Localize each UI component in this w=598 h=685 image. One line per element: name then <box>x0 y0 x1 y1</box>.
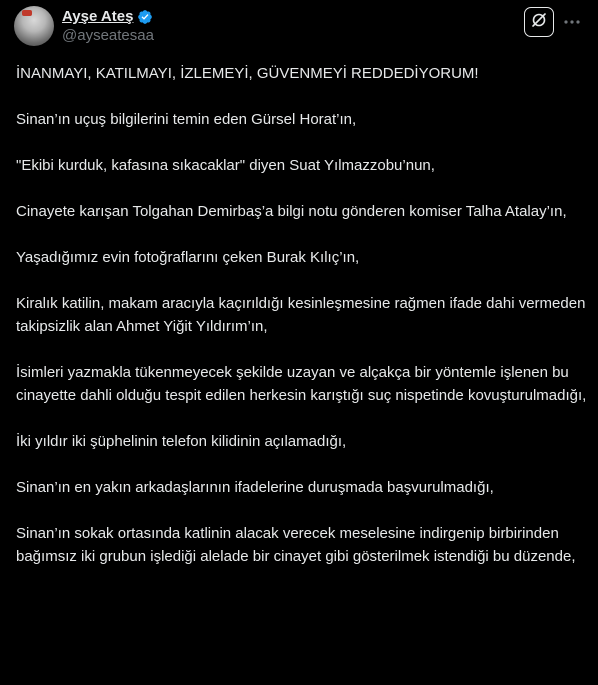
tweet-paragraph: İsimleri yazmakla tükenmeyecek şekilde uzayan ve alçakça bir yöntemle işlenen bu cinayette dahli olduğu tespit edilen herkesin karıştığı suç nispetinde kovuşturulmadığı, <box>16 364 587 404</box>
tweet-paragraph: Kiralık katilin, makam aracıyla kaçırıldığı kesinleşmesine rağmen ifade dahi vermeden takipsizlik alan Ahmet Yiğit Yıldırım’ın, <box>16 295 590 335</box>
more-dots-icon <box>563 12 581 30</box>
tweet-header <box>14 6 154 46</box>
tweet-paragraph: "Ekibi kurduk, kafasına sıkacaklar" diyen Suat Yılmazzobu’nun, <box>16 157 435 174</box>
more-options-button[interactable] <box>562 11 582 31</box>
tweet-paragraph: İNANMAYI, KATILMAYI, İZLEMEYİ, GÜVENMEYİ REDDEDİYORUM! <box>16 65 479 82</box>
tweet-text <box>16 62 588 591</box>
grok-icon <box>530 11 548 34</box>
tweet-paragraph: Cinayete karışan Tolgahan Demirbaş’a bilgi notu gönderen komiser Talha Atalay’ın, <box>16 203 567 220</box>
tweet-paragraph: Sinan’ın en yakın arkadaşlarının ifadelerine duruşmada başvurulmadığı, <box>16 479 494 496</box>
tweet-paragraph: Sinan’ın sokak ortasında katlinin alacak verecek meselesine indirgenip birbirinden bağımsız iki grubun işlediği alelade bir cinayet gibi gösterilmek istendiği bu düzende, <box>16 525 576 565</box>
author-info <box>62 6 154 45</box>
tweet-paragraph: Yaşadığımız evin fotoğraflarını çeken Burak Kılıç’ın, <box>16 249 360 266</box>
name-row <box>62 7 154 26</box>
author-display-name[interactable]: Ayşe Ateş <box>62 8 134 25</box>
verified-badge-icon[interactable] <box>137 9 153 25</box>
avatar[interactable] <box>14 6 54 46</box>
author-handle[interactable]: @ayseatesaa <box>62 27 154 44</box>
tweet-paragraph: Sinan’ın uçuş bilgilerini temin eden Gürsel Horat’ın, <box>16 111 357 128</box>
tweet-paragraph: İki yıldır iki şüphelinin telefon kilidinin açılamadığı, <box>16 433 347 450</box>
grok-button[interactable] <box>524 7 554 37</box>
